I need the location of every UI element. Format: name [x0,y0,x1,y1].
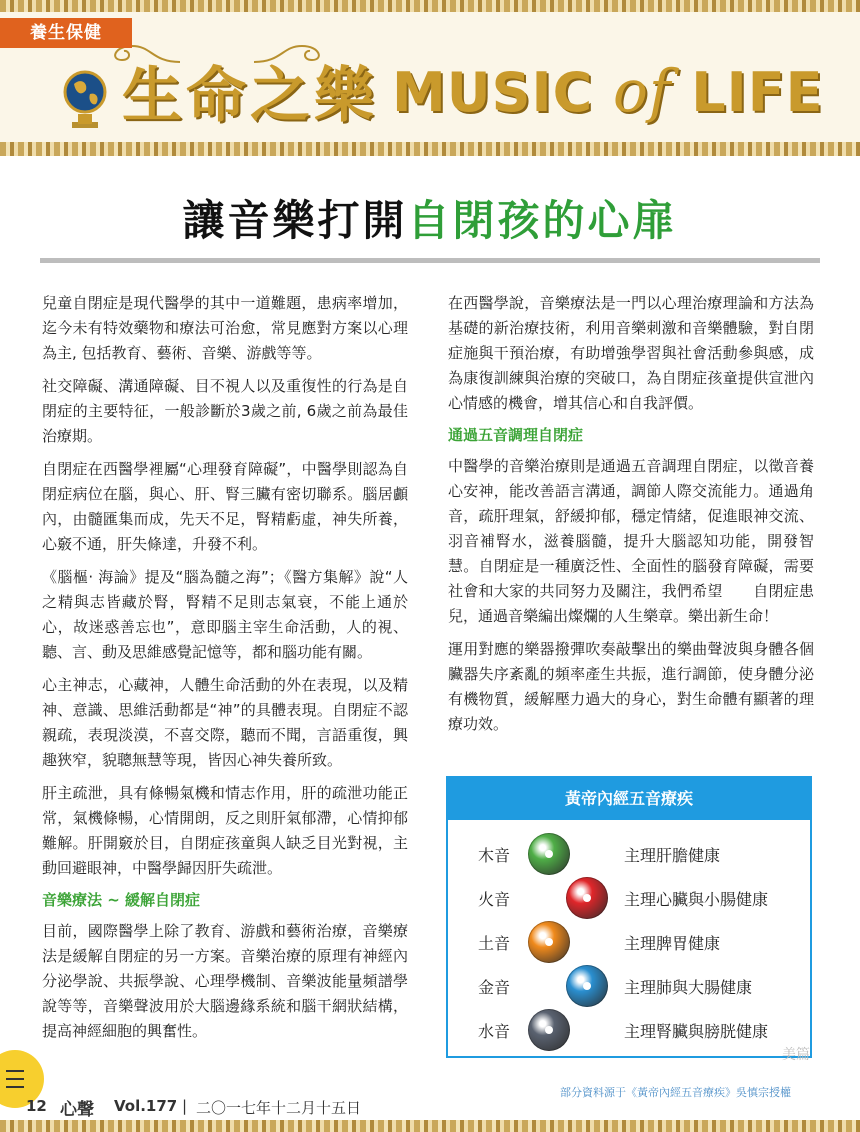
decorative-border-bottom [0,1120,860,1132]
tone-name: 木音 [478,846,511,865]
paragraph: 社交障礙、溝通障礙、目不視人以及重復性的行為是自閉症的主要特征，一般診斷於3歲之前, 6歲之前為最佳治療期。 [42,377,408,445]
paragraph: 肝主疏泄，具有條暢氣機和情志作用，肝的疏泄功能正常，氣機條暢，心情開朗，反之則肝氣郁滯，心情抑郁難解。肝開竅於目，自閉症孩童與人缺乏目光對視，主動回避眼神，中醫學歸因肝失疏泄。 [42,784,408,877]
tone-row [448,1008,814,1052]
article-title [0,188,860,248]
cd-icon [566,877,608,919]
volume-number: Vol.177 [114,1097,178,1115]
logo-english: MUSIC of LIFE [392,57,824,125]
page-number: 12 [26,1097,47,1115]
tone-description: 主理腎臟與膀胱健康 [624,1022,769,1041]
logo-chinese: 生命之樂 [122,61,378,131]
paragraph: 中醫學的音樂治療則是通過五音調理自閉症，以徵音養心安神，能改善語言溝通，調節人際交流能力。通過角音，疏肝理氣，舒緩抑郁，穩定情緒，促進眼神交流、羽音補腎水，滋養腦髓，提升大腦認知功能，開發智慧。自閉症是一種廣泛性、全面性的腦發育障礙，需要社會和大家的共同努力及關注，我們希望 自閉症患兒，通過音樂編出燦爛的人生樂章。樂出新生命！ [448,457,814,625]
five-tones-box [446,776,812,1058]
tone-name: 水音 [478,1022,511,1041]
watermark: 美篇 [782,1047,810,1063]
footer-separator: | [182,1097,188,1115]
tone-description: 主理脾胃健康 [624,934,721,953]
paragraph: 心主神志，心藏神，人體生命活動的外在表現，以及精神、意識、思維活動都是“神”的具體表現。自閉症不認親疏，表現淡漠，不喜交際，聽而不聞，言語重復，興趣狹窄，貌聰無慧等現，皆因心神失養所致。 [42,676,408,769]
title-divider [40,258,820,263]
tone-row [448,876,814,920]
subheading: 音樂療法 ~ 緩解自閉症 [42,891,201,909]
paragraph: 目前，國際醫學上除了教育、游戲和藝術治療，音樂療法是緩解自閉症的另一方案。音樂治療的原理有神經內分泌學說、共振學說、心理學機制、音樂波能量頻譜學說等等，音樂聲波用於大腦邊緣系統和腦干網狀結構，提高神經細胞的興奮性。 [42,922,408,1040]
paragraph: 《腦樞· 海論》提及“腦為髓之海”；《醫方集解》說“人之精與志皆藏於腎，腎精不足則志氣衰，不能上通於心，故迷惑善忘也”，意即腦主宰生命活動，人的視、聽、言、動及思維感覺記憶等，都和腦功能有關。 [42,568,408,661]
subheading: 通過五音調理自閉症 [448,426,584,444]
tone-row [448,964,814,1008]
tone-row [448,920,814,964]
decorative-border-top [0,0,860,12]
paragraph: 在西醫學說，音樂療法是一門以心理治療理論和方法為基礎的新治療技術，利用音樂刺激和音樂體驗，對自閉症施與干預治療，有助增強學習與社會活動參與感，成為康復訓練與治療的突破口，為自閉症孩童提供宣泄內心情感的機會，增其信心和自我評價。 [448,294,814,412]
tone-name: 金音 [478,978,511,997]
tone-description: 主理肺與大腸健康 [624,978,753,997]
source-note: 部分資料源于《黃帝內經五音療疾》吳慎宗授權 [560,1086,791,1099]
issue-date: 二〇一七年十二月十五日 [196,1099,362,1117]
title-part-1: 讓音樂打開 [182,196,408,245]
cd-icon [528,921,570,963]
decorative-border-header [0,142,860,156]
paragraph: 運用對應的樂器撥彈吹奏敲擊出的樂曲聲波與身體各個臟器失序紊亂的頻率產生共振，進行調節，使身體分泌有機物質，緩解壓力過大的身心，對生命體有顯著的理療功效。 [448,640,814,733]
tone-name: 土音 [478,934,511,953]
cd-icon [566,965,608,1007]
menu-icon [6,1070,24,1072]
tone-description: 主理心臟與小腸健康 [624,890,769,909]
five-tones-heading: 黃帝內經五音療疾 [448,778,810,820]
left-column [42,291,408,1052]
tone-row [448,832,814,876]
title-part-2: 自閉孩的心扉 [407,196,678,245]
tone-name: 火音 [478,890,511,909]
magazine-name: 心聲 [60,1100,94,1120]
cd-icon [528,1009,570,1051]
paragraph: 兒童自閉症是現代醫學的其中一道難題，患病率增加，迄今未有特效藥物和療法可治愈，常見應對方案以心理為主, 包括教育、藝術、音樂、游戲等等。 [42,294,408,362]
column-logo [122,56,824,131]
globe-icon [60,64,110,134]
right-column [448,291,814,745]
paragraph: 自閉症在西醫學裡屬“心理發育障礙”，中醫學則認為自閉症病位在腦，與心、肝、腎三臟有密切聯系。腦居顱內，由髓匯集而成，先天不足，腎精虧虛，神失所養，心竅不通，肝失條達，升發不利。 [42,460,408,553]
menu-icon [6,1078,24,1080]
cd-icon [528,833,570,875]
section-tag: 養生保健 [0,18,132,48]
tone-description: 主理肝膽健康 [624,846,721,865]
menu-icon [6,1086,24,1088]
